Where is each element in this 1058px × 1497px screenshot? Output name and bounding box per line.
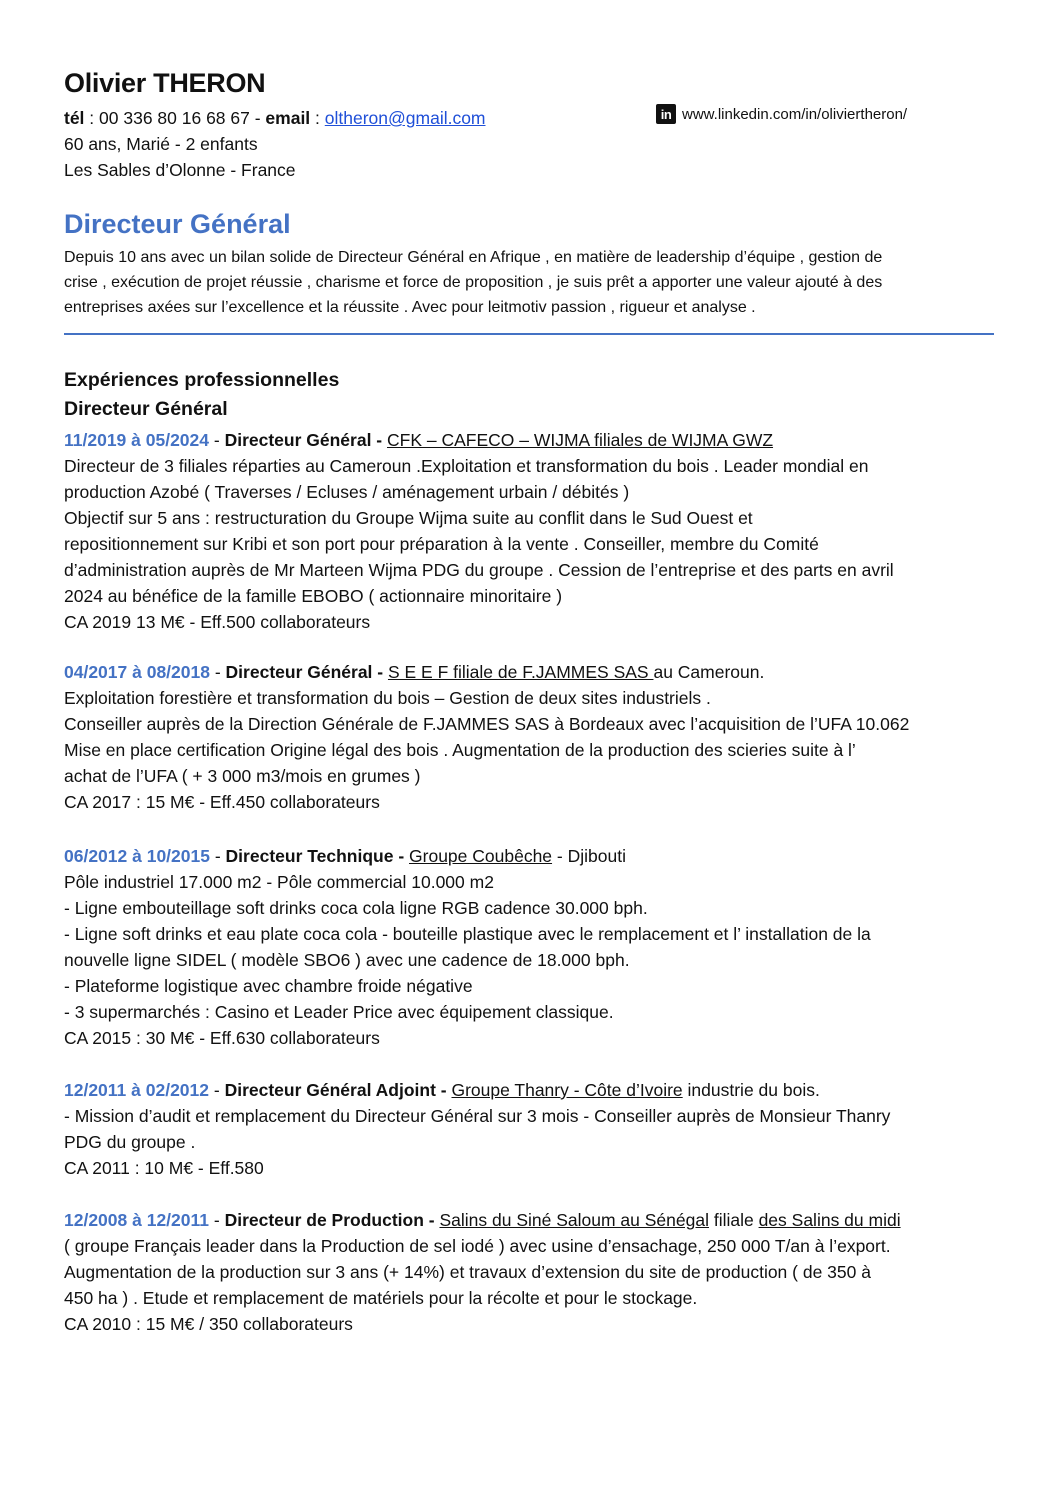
linkedin-url[interactable]: www.linkedin.com/in/oliviertheron/ (682, 105, 908, 123)
entry-company-suffix: - Djibouti (552, 846, 626, 866)
entry-role: Directeur Général - (224, 430, 387, 450)
entry-company-suffix: filiale (708, 1210, 759, 1230)
entry-line: Pôle industriel 17.000 m2 - Pôle commercial 10.000 m2 (64, 872, 494, 892)
tel-label: tél (64, 108, 85, 128)
linkedin-link[interactable] (656, 104, 907, 124)
entry-line: - Mission d’audit et remplacement du Directeur Général sur 3 mois - Conseiller auprès de Monsieur Thanry (64, 1106, 891, 1126)
entry-header (64, 659, 999, 685)
experience-entry (64, 427, 999, 635)
entry-dates: 04/2017 à 08/2018 (64, 662, 210, 682)
entry-dates: 06/2012 à 10/2015 (64, 846, 210, 866)
tel-value: : 00 336 80 16 68 67 - (84, 108, 266, 128)
entry-line: production Azobé ( Traverses / Ecluses / aménagement urbain / débités ) (64, 482, 630, 502)
entry-role: Directeur Général Adjoint - (224, 1080, 452, 1100)
entry-line: - Plateforme logistique avec chambre froide négative (64, 976, 473, 996)
entry-sep: - (209, 430, 225, 450)
age-family: 60 ans, Marié - 2 enfants (64, 134, 258, 154)
experience-heading: Expériences professionnelles (64, 369, 340, 391)
entry-company: Salins du Siné Saloum au Sénégal (439, 1210, 709, 1230)
entry-line: - 3 supermarchés : Casino et Leader Price avec équipement classique. (64, 1002, 614, 1022)
entry-line: ( groupe Français leader dans la Production de sel iodé ) avec usine d’ensachage, 250 000 T/an à l’export. (64, 1236, 891, 1256)
entry-header (64, 843, 999, 869)
entry-line: Augmentation de la production sur 3 ans (+ 14%) et travaux d’extension du site de production ( de 350 à (64, 1262, 871, 1282)
profile-summary (64, 245, 994, 320)
entry-header (64, 1077, 999, 1103)
entry-dates: 12/2008 à 12/2011 (64, 1210, 210, 1230)
email-link[interactable]: oltheron@gmail.com (324, 108, 486, 128)
entry-line: CA 2015 : 30 M€ - Eff.630 collaborateurs (64, 1028, 380, 1048)
entry-sep: - (209, 1080, 225, 1100)
entry-sep: - (209, 846, 226, 866)
entry-line: Mise en place certification Origine légal des bois . Augmentation de la production des scieries suite à l’ (64, 740, 856, 760)
entry-line: Conseiller auprès de la Direction Générale de F.JAMMES SAS à Bordeaux avec l’acquisition de l’UFA 10.062 (64, 714, 910, 734)
email-label: email (265, 108, 311, 128)
entry-dates: 12/2011 à 02/2012 (64, 1080, 210, 1100)
entry-line: CA 2011 : 10 M€ - Eff.580 (64, 1158, 264, 1178)
summary-line: crise , exécution de projet réussie , charisme et force de proposition , je suis prêt a apporter une valeur ajouté à des (64, 274, 883, 291)
entry-line: - Ligne embouteillage soft drinks coca cola ligne RGB cadence 30.000 bph. (64, 898, 648, 918)
experience-entry (64, 1077, 999, 1181)
entry-line: Objectif sur 5 ans : restructuration du Groupe Wijma suite au conflit dans le Sud Ouest et (64, 508, 753, 528)
entry-dates: 11/2019 à 05/2024 (64, 430, 210, 450)
profile-title: Directeur Général (64, 209, 291, 239)
entry-line: achat de l’UFA ( + 3 000 m3/mois en grumes ) (64, 766, 421, 786)
section-divider (64, 333, 994, 335)
entry-line: PDG du groupe . (64, 1132, 196, 1152)
entry-line: CA 2010 : 15 M€ / 350 collaborateurs (64, 1314, 353, 1334)
entry-line: nouvelle ligne SIDEL ( modèle SBO6 ) avec une cadence de 18.000 bph. (64, 950, 630, 970)
contact-line (64, 105, 486, 131)
entry-line: 2024 au bénéfice de la famille EBOBO ( actionnaire minoritaire ) (64, 586, 563, 606)
candidate-name: Olivier THERON (64, 68, 266, 98)
entry-company: Groupe Thanry - Côte d’Ivoire (451, 1080, 683, 1100)
experience-entry (64, 843, 999, 1051)
experience-subheading: Directeur Général (64, 398, 228, 420)
summary-line: Depuis 10 ans avec un bilan solide de Directeur Général en Afrique , en matière de leadership d’équipe , gestion de (64, 249, 883, 266)
entry-sep: - (209, 662, 226, 682)
entry-company-parent: des Salins du midi (758, 1210, 901, 1230)
entry-line: 450 ha ) . Etude et remplacement de matériels pour la récolte et pour le stockage. (64, 1288, 698, 1308)
experience-entry (64, 659, 999, 815)
entry-role: Directeur Technique - (225, 846, 410, 866)
entry-header (64, 427, 999, 453)
entry-line: d’administration auprès de Mr Marteen Wijma PDG du groupe . Cession de l’entreprise et des parts en avril (64, 560, 894, 580)
entry-company: S E E F filiale de F.JAMMES SAS (387, 662, 654, 682)
entry-company: Groupe Coubêche (409, 846, 553, 866)
entry-role: Directeur de Production - (224, 1210, 440, 1230)
entry-company-suffix: industrie du bois. (682, 1080, 820, 1100)
summary-line: entreprises axées sur l’excellence et la réussite . Avec pour leitmotiv passion , rigueur et analyse . (64, 299, 756, 316)
entry-line: CA 2019 13 M€ - Eff.500 collaborateurs (64, 612, 371, 632)
entry-company-suffix: au Cameroun. (653, 662, 765, 682)
linkedin-icon: in (656, 104, 676, 124)
entry-line: Directeur de 3 filiales réparties au Cameroun .Exploitation et transformation du bois . Leader mondial en (64, 456, 869, 476)
entry-line: - Ligne soft drinks et eau plate coca cola - bouteille plastique avec le remplacement et l’ installation de la (64, 924, 871, 944)
entry-header (64, 1207, 999, 1233)
entry-line: repositionnement sur Kribi et son port pour préparation à la vente . Conseiller, membre du Comité (64, 534, 819, 554)
entry-sep: - (209, 1210, 225, 1230)
entry-company: CFK – CAFECO – WIJMA filiales de WIJMA GWZ (387, 430, 774, 450)
location: Les Sables d’Olonne - France (64, 160, 296, 180)
entry-line: Exploitation forestière et transformation du bois – Gestion de deux sites industriels . (64, 688, 711, 708)
experience-entry (64, 1207, 999, 1337)
email-separator: : (310, 108, 325, 128)
entry-role: Directeur Général - (225, 662, 388, 682)
entry-line: CA 2017 : 15 M€ - Eff.450 collaborateurs (64, 792, 380, 812)
